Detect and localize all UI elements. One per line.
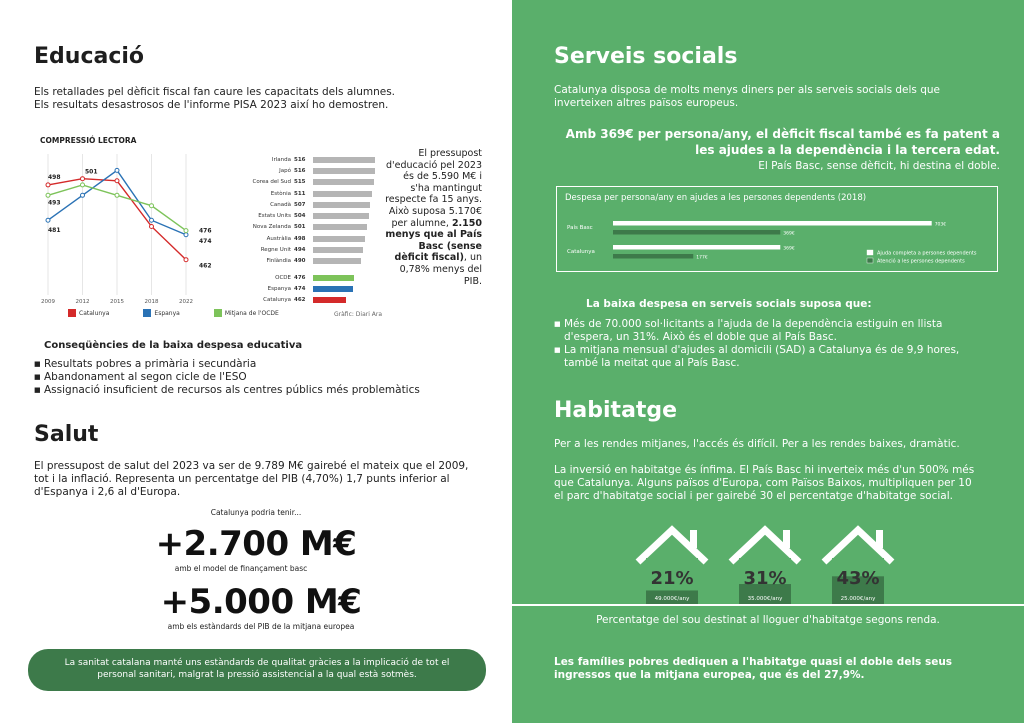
legend-label-catalunya: Catalunya (79, 309, 110, 317)
line-chart-value-label: 474 (199, 237, 212, 245)
line-chart-value-label: 498 (48, 173, 61, 181)
ranking-value: 511 (294, 190, 306, 197)
line-chart-grid (48, 154, 186, 295)
ranking-bar (313, 157, 375, 163)
dependency-value-label: 369€ (783, 246, 795, 252)
ranking-bar (313, 168, 375, 174)
legend-swatch-catalunya (68, 309, 76, 317)
ranking-bar (313, 247, 363, 253)
house-percent: 43% (836, 568, 880, 589)
housing-title: Habitatge (554, 398, 678, 423)
ranking-row (240, 154, 375, 165)
line-chart-value-label: 462 (199, 262, 212, 270)
ranking-country: Espanya (267, 285, 291, 292)
legend-swatch-ocde (214, 309, 222, 317)
ranking-value: 498 (294, 235, 306, 242)
ranking-value: 494 (294, 247, 306, 254)
house-income: 49.000€/any (654, 596, 690, 602)
budget-text-bold: 2.150 menys que al País Basc (sense dèficit fiscal) (385, 217, 482, 264)
house-income: 25.000€/any (840, 596, 876, 602)
education-intro-line-1: Els retallades pel dèficit fiscal fan caure les capacitats dels alumnes. (34, 86, 396, 98)
line-chart-point (81, 183, 85, 187)
ranking-bar (313, 202, 370, 208)
ranking-bar (313, 286, 353, 292)
dependency-bar (613, 230, 780, 235)
ranking-source: Gràfic: Diari Ara (334, 311, 383, 318)
house-icon (632, 522, 712, 604)
social-intro: Catalunya disposa de molts menys diners per als serveis socials dels que inverteixen altres països europeus. (554, 84, 941, 109)
ranking-value: 501 (294, 224, 306, 231)
housing-line-1: Per a les rendes mitjanes, l'accés és difícil. Per a les rendes baixes, dramàtic. (554, 438, 960, 450)
ranking-row (240, 188, 375, 199)
ranking-country: Regne Unit (260, 247, 291, 254)
ranking-row (240, 222, 375, 233)
education-budget-text (384, 148, 482, 287)
ranking-country: Irlanda (271, 156, 291, 163)
ranking-row (240, 295, 354, 306)
ranking-row (240, 199, 375, 210)
education-intro-line-2: Els resultats desastrosos de l'informe PISA 2023 així ho demostren. (34, 99, 389, 111)
ranking-highlight-chart (240, 272, 354, 306)
line-chart-point (46, 183, 50, 187)
ranking-bar (313, 236, 365, 242)
line-chart-point (81, 177, 85, 181)
dependency-bar-chart (557, 187, 997, 271)
ranking-value: 474 (294, 285, 306, 292)
house-percent: 31% (743, 568, 787, 589)
social-consequence-item: ■ Més de 70.000 sol·licitants a l'ajuda de la dependència estiguin en llista d'espera, un 31%. Això és el doble que al País Basc. (554, 318, 974, 344)
ranking-country: OCDE (275, 274, 291, 281)
ranking-bar (313, 297, 346, 303)
social-highlight: Amb 369€ per persona/any, el dèficit fiscal també es fa patent a les ajudes a la dependència i la tercera edat. (565, 127, 1000, 157)
line-chart-point (150, 218, 154, 222)
line-chart-point (115, 193, 119, 197)
ranking-country: Nova Zelanda (252, 224, 291, 231)
health-quality-pill: La sanitat catalana manté uns estàndards de qualitat gràcies a la implicació de tot el personal sanitari, malgrat la pressió assistencial a la qual està sotmès. (28, 649, 486, 691)
line-chart-point (115, 168, 119, 172)
ranking-bar (313, 224, 367, 230)
line-chart-title: COMPRESSIÓ LECTORA (40, 136, 137, 145)
line-chart-point (184, 229, 188, 233)
line-chart-x-ticks (41, 299, 193, 305)
dependency-bar (613, 221, 932, 226)
dependency-legend (867, 250, 977, 265)
consequence-item: ■ Resultats pobres a primària i secundària (34, 358, 494, 371)
ranking-value: 515 (294, 179, 306, 186)
reading-line-chart (34, 130, 234, 325)
ranking-row (240, 233, 375, 244)
house-chimney (783, 530, 790, 548)
line-chart-point (184, 233, 188, 237)
social-basque-note: El País Basc, sense dèficit, hi destina el doble. (758, 160, 1000, 172)
ranking-value: 462 (294, 297, 306, 304)
ranking-value: 507 (294, 201, 306, 208)
right-page (512, 0, 1024, 723)
education-title: Educació (34, 44, 145, 69)
line-chart-x-tick: 2022 (179, 299, 193, 305)
ranking-value: 504 (294, 213, 306, 220)
health-figure-basque-caption: amb el model de finançament basc (174, 564, 308, 573)
ranking-bar (313, 213, 369, 219)
house-chimney (690, 530, 697, 548)
dependency-bar (613, 245, 780, 250)
house-income: 35.000€/any (747, 596, 783, 602)
house-percent: 21% (650, 568, 694, 589)
housing-closing: Les famílies pobres dediquen a l'habitatge quasi el doble dels seus ingressos que la mitjana europea, que és del 27,9%. (554, 656, 953, 681)
ranking-country: Estats Units (258, 213, 291, 220)
line-chart-value-label: 493 (48, 199, 61, 207)
ranking-country: Catalunya (263, 297, 291, 304)
social-consequence-list (554, 318, 974, 370)
ranking-country: Japó (279, 167, 291, 174)
dependency-legend-swatch (867, 250, 873, 255)
education-intro (34, 86, 474, 112)
line-chart-x-tick: 2018 (144, 299, 159, 305)
ranking-bar (313, 179, 374, 185)
line-chart-value-label: 501 (85, 168, 98, 176)
ranking-row (240, 177, 375, 188)
ranking-row (240, 272, 354, 283)
line-chart-value-label: 476 (199, 227, 212, 235)
ranking-row (240, 256, 375, 267)
consequences-title: Conseqüències de la baixa despesa educativa (44, 340, 303, 351)
dependency-legend-label: Ajuda completa a persones dependents (877, 250, 977, 257)
line-chart-labels (48, 169, 212, 270)
housing-house-icons (512, 522, 1024, 604)
ranking-bar (313, 258, 361, 264)
housing-divider (512, 604, 1024, 606)
budget-text-pre: El pressupost d'educació pel 2023 és de 5.590 M€ i s'ha mantingut respecte fa 15 anys. Això suposa 5.170€ per alumne, (385, 148, 482, 229)
line-chart-x-tick: 2012 (75, 299, 90, 305)
line-chart-point (81, 193, 85, 197)
dependency-category-label: Catalunya (567, 249, 595, 255)
ranking-row (240, 165, 375, 176)
dependency-chart-title: Despesa per persona/any en ajudes a les persones dependents (2018) (565, 193, 867, 203)
line-chart-point (150, 224, 154, 228)
ranking-country: Canadà (270, 201, 291, 208)
ranking-country: Austràlia (266, 235, 291, 242)
legend-catalunya (68, 309, 109, 317)
legend-label-espanya: Espanya (154, 309, 180, 317)
dependency-legend-label: Atenció a les persones dependents (877, 258, 965, 265)
ranking-country: Corea del Sud (252, 179, 291, 186)
legend-ocde (214, 309, 279, 317)
ranking-bar (313, 191, 372, 197)
social-consequence-item: ■ La mitjana mensual d'ajudes al domicili (SAD) a Catalunya és de 9,9 hores, també la meitat que al País Basc. (554, 344, 974, 370)
ranking-bar-chart (240, 154, 375, 267)
health-figure-basque: +2.700 M€ (155, 524, 357, 564)
ranking-row (240, 244, 375, 255)
dependency-value-label: 369€ (783, 231, 795, 237)
ranking-country: Estònia (270, 190, 291, 197)
house-icon (818, 522, 898, 604)
legend-espanya (143, 309, 179, 317)
housing-caption: Percentatge del sou destinat al lloguer d'habitatge segons renda. (596, 614, 940, 626)
legend-label-ocde: Mitjana de l'OCDE (224, 309, 279, 317)
dependency-value-label: 703€ (934, 222, 947, 228)
line-chart-x-tick: 2015 (110, 299, 124, 305)
health-figure-europe-caption: amb els estàndards del PIB de la mitjana europea (167, 622, 355, 631)
consequences-list (34, 358, 494, 397)
line-chart-point (115, 179, 119, 183)
ranking-row (240, 283, 354, 294)
line-chart-x-tick: 2009 (41, 299, 55, 305)
line-chart-point (150, 204, 154, 208)
health-text: El pressupost de salut del 2023 va ser de 9.789 M€ gairebé el mateix que el 2009, tot i la inflació. Representa un percentatge del PIB (4,70%) 1,7 punts inferior al d'Espanya i 2,6 al d'Europa. (34, 460, 469, 498)
dependency-value-label: 177€ (696, 255, 708, 261)
line-chart-value-label: 481 (48, 227, 61, 235)
ranking-value: 516 (294, 156, 306, 163)
ranking-country: Finlàndia (266, 258, 291, 265)
house-icon (725, 522, 805, 604)
consequence-item: ■ Assignació insuficient de recursos als centres públics més problemàtics (34, 384, 494, 397)
dependency-category-label: País Basc (567, 225, 593, 231)
housing-line-2: La inversió en habitatge és ínfima. El País Basc hi inverteix més d'un 500% més que Catalunya. Alguns països d'Europa, com Països Baixos, multipliquen per 10 el parc d'habitatge social i per gairebé 30 el percentatge d'habitatge social. (554, 464, 975, 502)
house-chimney (876, 530, 883, 548)
ranking-bar (313, 275, 354, 281)
health-could-have: Catalunya podria tenir... (210, 508, 302, 517)
legend-swatch-espanya (143, 309, 151, 317)
budget-text-post: , un 0,78% menys del PIB. (399, 252, 482, 287)
line-chart-point (184, 258, 188, 262)
health-figure-europe: +5.000 M€ (160, 582, 362, 622)
consequence-item: ■ Abandonament al segon cicle de l'ESO (34, 371, 494, 384)
ranking-value: 476 (294, 274, 306, 281)
line-chart-point (46, 218, 50, 222)
ranking-value: 516 (294, 167, 306, 174)
health-title: Salut (34, 422, 99, 447)
ranking-row (240, 210, 375, 221)
dependency-legend-swatch (867, 258, 873, 263)
social-consequence-title: La baixa despesa en serveis socials suposa que: (586, 298, 872, 310)
line-chart-legend (68, 309, 279, 317)
social-title: Serveis socials (554, 44, 738, 69)
dependency-bar (613, 254, 693, 259)
ranking-value: 490 (294, 258, 306, 265)
dependency-chart-frame (556, 186, 998, 272)
line-chart-point (46, 193, 50, 197)
